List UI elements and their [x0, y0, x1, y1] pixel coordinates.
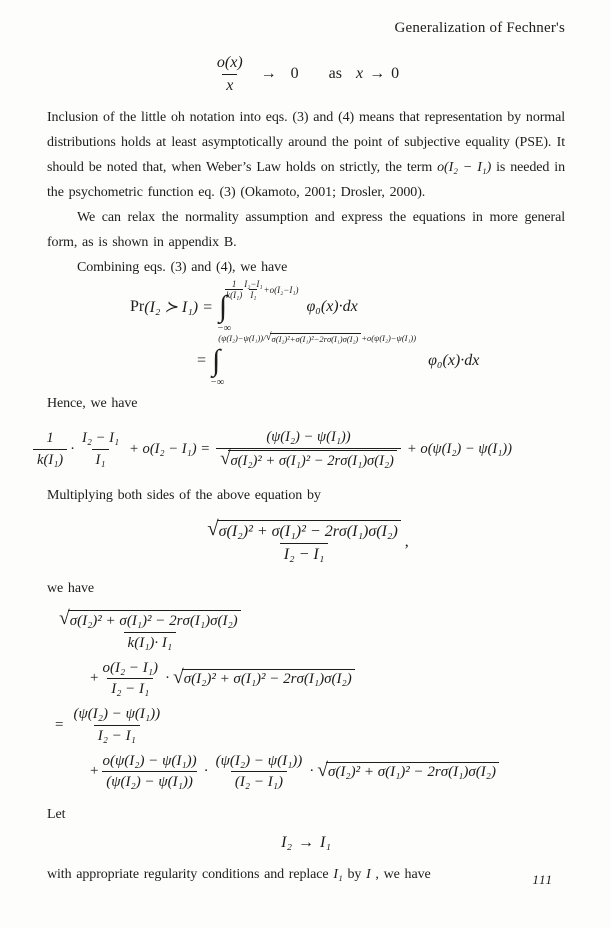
multiplication-dot: ·	[309, 763, 315, 780]
integrand: φ₀(x)·dx	[306, 298, 358, 315]
equation-pr-integral-1	[130, 279, 565, 334]
upper-limit-prefix: (ψ(I₂)−ψ(I₁))/	[218, 333, 266, 343]
paragraph-multiplying	[47, 483, 565, 508]
integral-limits	[217, 279, 299, 334]
fraction	[98, 659, 162, 700]
equation-multiplier	[47, 514, 565, 570]
fraction	[213, 53, 247, 96]
fraction-denominator: k(I₁)	[33, 449, 67, 469]
derivation-line-4	[90, 752, 499, 793]
equation-limit	[47, 831, 565, 855]
trailing-term: + o(ψ(I₂) − ψ(I₁))	[406, 440, 512, 457]
arrow-symbol: →	[298, 834, 314, 851]
radical-icon: √	[173, 667, 184, 689]
fraction-numerator	[203, 516, 405, 543]
radicand: σ(I₂)² + σ(I₁)² − 2rσ(I₁)σ(I₂)	[228, 450, 396, 470]
multiplication-dot: ·	[165, 670, 171, 687]
text-run: Multiplying both sides of the above equation by	[47, 488, 321, 503]
square-root	[173, 669, 355, 688]
square-root	[220, 447, 397, 470]
fraction	[33, 429, 67, 468]
text-run: Inclusion of the little oh notation into eqs. (3) and (4) means that representation by normal distributions holds at least asymptotically around the point of subjective equality (PSE). It should be noted that, when Weber’s Law holds on strictly, the term	[47, 110, 565, 175]
integral-icon: ∫	[218, 290, 228, 323]
upper-limit	[218, 333, 416, 345]
text-run: We can relax the normality assumption and express the equations in more general form, as is shown in appendix B.	[47, 210, 565, 250]
comma: ,	[404, 533, 409, 550]
fraction-denominator: I₁	[92, 449, 110, 469]
paragraph-we-have	[47, 576, 565, 601]
middle-terms: + o(I₂ − I₁) =	[129, 440, 211, 457]
fraction-denominator: I₂ − I₁	[107, 678, 153, 699]
text-run: with appropriate regularity conditions and replace	[47, 867, 334, 882]
equation-little-oh	[47, 49, 565, 99]
variable-x: x	[355, 65, 364, 82]
derivation-line-3	[55, 705, 164, 746]
fraction	[212, 752, 307, 793]
inline-math-i1: I₁	[333, 867, 343, 882]
square-root	[59, 610, 241, 631]
fraction	[55, 610, 245, 653]
square-root	[265, 333, 361, 345]
upper-limit-tail: +o(I₂−I₁)	[263, 284, 299, 295]
fraction-numerator: I₂ − I₁	[82, 430, 120, 447]
fraction-numerator: (ψ(I₂) − ψ(I₁))	[215, 752, 303, 769]
radicand: σ(I₂)² + σ(I₁)² − 2rσ(I₁)σ(I₂)	[68, 610, 241, 631]
text-run: Combining eqs. (3) and (4), we have	[77, 260, 288, 275]
fraction-numerator: 1	[46, 430, 54, 447]
fraction-denominator: x	[222, 74, 237, 96]
paragraph-let	[47, 802, 565, 827]
radicand: σ(I₂)² + σ(I₁)² − 2rσ(I₁)σ(I₂)	[326, 762, 499, 781]
plus-sign: +	[90, 763, 99, 780]
plus-sign: +	[90, 670, 99, 687]
upper-limit	[225, 279, 298, 301]
running-head: Generalization of Fechner's	[394, 20, 565, 36]
multiplication-dot: ·	[70, 440, 76, 457]
fraction-numerator: (ψ(I₂) − ψ(I₁))	[266, 429, 351, 446]
limit-value: 0	[290, 65, 299, 82]
inline-math-little-oh-term: o(I₂ − I₁)	[437, 160, 492, 175]
fraction-denominator: I₂ − I₁	[94, 725, 140, 746]
paragraph-regularity	[47, 862, 565, 887]
paragraph-inclusion	[47, 105, 565, 205]
derivation-line-2	[90, 659, 355, 700]
paragraph-combining	[47, 255, 565, 280]
fraction-numerator: (ψ(I₂) − ψ(I₁))	[73, 706, 161, 722]
radicand: σ(I₂)² + σ(I₁)² − 2rσ(I₁)σ(I₂)	[217, 520, 401, 542]
lower-limit: −∞	[217, 323, 231, 334]
fraction	[98, 752, 200, 793]
fraction	[203, 516, 405, 565]
arrow-symbol: →	[260, 65, 277, 82]
radical-icon: √	[207, 516, 219, 540]
integral-icon: ∫	[212, 344, 221, 377]
as-word: as	[328, 65, 342, 82]
inline-math-i: I	[366, 867, 371, 882]
paragraph-hence	[47, 391, 565, 416]
fraction	[69, 705, 164, 746]
paragraph-relax-normality	[47, 205, 565, 255]
pr-operator: Pr	[130, 298, 145, 315]
radical-icon: √	[59, 608, 70, 629]
term-i1: I₁	[320, 834, 331, 851]
fraction	[225, 279, 243, 301]
text-run: , we have	[370, 867, 431, 882]
fraction-denominator: (I₂ − I₁)	[231, 771, 287, 792]
fraction-numerator	[55, 610, 245, 632]
pr-arguments: (I₂ ≻ I₁) =	[144, 299, 213, 316]
fraction-denominator: I₁	[250, 290, 257, 301]
text-run: we have	[47, 581, 94, 596]
fraction-numerator: I₂−I₁	[244, 279, 263, 289]
text-run: by	[342, 867, 367, 882]
integral-limits	[210, 331, 417, 388]
derivation-line-1	[55, 610, 245, 653]
fraction-numerator: o(ψ(I₂) − ψ(I₁))	[102, 752, 197, 769]
radical-icon: √	[265, 331, 272, 343]
radicand: σ(I₂)² + σ(I₁)² − 2rσ(I₁)σ(I₂)	[182, 669, 355, 688]
fraction-denominator: I₂ − I₁	[280, 543, 329, 565]
text-run: is needed in the psychometric function eq. (3) (Okamoto, 2001; Drosler, 2000).	[47, 160, 565, 200]
text-run: Hence, we have	[47, 396, 138, 411]
multiplication-dot: ·	[203, 763, 209, 780]
equation-pr-integral-2	[197, 331, 565, 388]
fraction-numerator: 1	[231, 279, 237, 289]
fraction	[244, 279, 262, 301]
fraction-numerator: o(I₂ − I₁)	[102, 659, 159, 676]
limit-value: 0	[391, 65, 400, 82]
square-root	[207, 516, 401, 542]
equals-sign: =	[55, 716, 64, 733]
text-run: Let	[47, 807, 66, 822]
fraction-denominator: k(I₁)	[226, 290, 243, 301]
term-i2: I₂	[281, 834, 292, 851]
page-number: 111	[532, 872, 553, 887]
integral	[210, 331, 417, 388]
equation-derivation	[55, 607, 565, 795]
square-root	[317, 762, 499, 781]
lower-limit: −∞	[210, 377, 225, 388]
upper-limit-tail: +o(ψ(I₂)−ψ(I₁))	[361, 333, 417, 343]
radicand: σ(I₂)²+σ(I₁)²−2rσ(I₁)σ(I₂)	[270, 333, 362, 345]
radical-icon: √	[220, 447, 231, 469]
fraction-denominator	[216, 448, 401, 470]
fraction	[216, 428, 401, 469]
fraction-numerator: o(x)	[216, 53, 243, 71]
arrow-symbol: →	[369, 65, 386, 82]
fraction	[78, 429, 123, 468]
fraction-denominator: k(I₁)· I₁	[124, 632, 177, 653]
integral	[217, 279, 299, 334]
equation-hence	[33, 422, 565, 476]
integrand: φ₀(x)·dx	[428, 352, 480, 369]
radical-icon: √	[317, 760, 328, 782]
equals-sign: =	[197, 352, 207, 369]
fraction-denominator: (ψ(I₂) − ψ(I₁))	[102, 771, 197, 792]
